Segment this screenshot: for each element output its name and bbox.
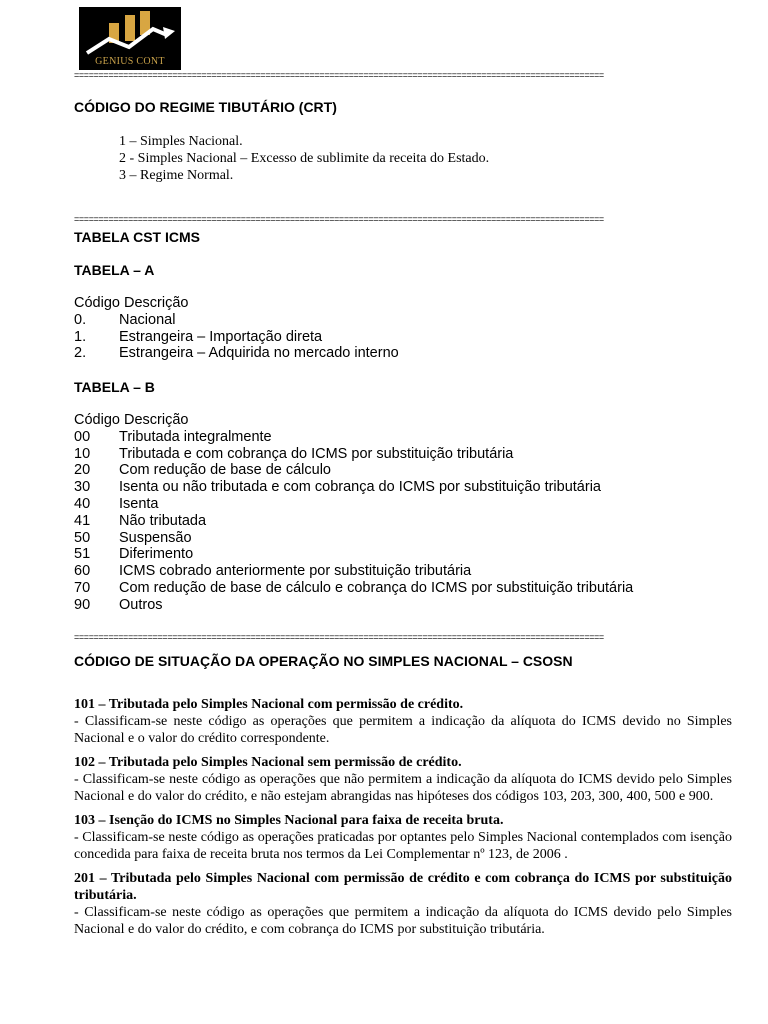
divider-top	[74, 70, 694, 80]
table-row	[74, 312, 399, 329]
row-code: 41	[74, 512, 91, 529]
table-row	[74, 329, 399, 346]
table-row	[74, 597, 633, 614]
divider-cst	[74, 214, 694, 224]
row-desc: Isenta	[119, 495, 159, 512]
crt-list	[119, 133, 489, 184]
csosn-entry-desc: - Classificam-se neste código as operações que permitem a indicação da alíquota do ICMS devido no Simples Nacional e o valor do crédito correspondente.	[74, 714, 732, 746]
crt-item: 2 - Simples Nacional – Excesso de sublimite da receita do Estado.	[119, 151, 490, 166]
crt-item: 1 – Simples Nacional.	[119, 134, 243, 149]
logo-chart-icon	[79, 7, 181, 57]
table-a-header: Código Descrição	[74, 295, 189, 311]
csosn-title: CÓDIGO DE SITUAÇÃO DA OPERAÇÃO NO SIMPLES NACIONAL – CSOSN	[74, 653, 573, 669]
row-code: 50	[74, 529, 91, 546]
table-a	[74, 295, 399, 362]
table-row	[74, 479, 633, 496]
row-code: 60	[74, 563, 91, 580]
csosn-entry-title: 103 – Isenção do ICMS no Simples Nacional para faixa de receita bruta.	[74, 813, 504, 828]
row-code: 2.	[74, 345, 87, 362]
table-row	[74, 496, 633, 513]
company-logo	[79, 7, 181, 70]
table-row	[74, 513, 633, 530]
row-code: 30	[74, 479, 91, 496]
row-desc: Nacional	[119, 311, 176, 328]
table-b-title: TABELA – B	[74, 379, 155, 395]
table-b-header: Código Descrição	[74, 412, 189, 428]
csosn-entry-desc: - Classificam-se neste código as operações que permitem a indicação da alíquota do ICMS devido pelo Simples Nacional e do valor do crédito, e com cobrança do ICMS por substituição tributária.	[74, 905, 732, 937]
row-desc: Tributada e com cobrança do ICMS por substituição tributária	[119, 445, 514, 462]
csosn-entry	[74, 754, 732, 805]
row-desc: Suspensão	[119, 529, 192, 546]
row-code: 0.	[74, 311, 87, 328]
row-desc: Isenta ou não tributada e com cobrança do ICMS por substituição tributária	[119, 479, 601, 496]
csosn-entry-title: 101 – Tributada pelo Simples Nacional com permissão de crédito.	[74, 697, 464, 712]
table-row	[74, 446, 633, 463]
row-desc: Não tributada	[119, 512, 207, 529]
csosn-entry-title: 201 – Tributada pelo Simples Nacional com permissão de crédito e com cobrança do ICMS por substituição tributária.	[74, 871, 732, 903]
row-code: 1.	[74, 328, 87, 345]
row-desc: Com redução de base de cálculo e cobrança do ICMS por substituição tributária	[119, 579, 634, 596]
table-row	[74, 546, 633, 563]
row-code: 00	[74, 428, 91, 445]
row-desc: Diferimento	[119, 546, 194, 563]
row-desc: Estrangeira – Adquirida no mercado interno	[119, 345, 399, 362]
csosn-list	[74, 696, 732, 945]
csosn-entry-desc: - Classificam-se neste código as operações praticadas por optantes pelo Simples Nacional contemplados com isenção concedida para faixa de receita bruta nos termos da Lei Complementar nº 123, de 2006 .	[74, 830, 732, 862]
csosn-entry-title: 102 – Tributada pelo Simples Nacional sem permissão de crédito.	[74, 755, 462, 770]
row-code: 90	[74, 596, 91, 613]
crt-item: 3 – Regime Normal.	[119, 168, 234, 183]
table-row	[74, 530, 633, 547]
csosn-entry	[74, 870, 732, 938]
row-desc: Outros	[119, 596, 163, 613]
row-desc: Com redução de base de cálculo	[119, 462, 331, 479]
row-code: 40	[74, 495, 91, 512]
row-code: 70	[74, 579, 91, 596]
table-row	[74, 580, 633, 597]
table-row	[74, 429, 633, 446]
csosn-entry	[74, 812, 732, 863]
row-desc: ICMS cobrado anteriormente por substituição tributária	[119, 563, 472, 580]
row-code: 20	[74, 462, 91, 479]
crt-title: CÓDIGO DO REGIME TIBUTÁRIO (CRT)	[74, 99, 337, 115]
row-code: 51	[74, 546, 91, 563]
csosn-entry-desc: - Classificam-se neste código as operações que não permitem a indicação da alíquota do ICMS devido pelo Simples Nacional e do valor do crédito, e não estejam abrangidas nas hipóteses dos códigos 103, 203, 300, 400, 500 e 900.	[74, 772, 732, 804]
logo-text: GENIUS CONT	[95, 56, 165, 67]
table-row	[74, 563, 633, 580]
row-desc: Tributada integralmente	[119, 428, 272, 445]
table-row	[74, 345, 399, 362]
table-b	[74, 412, 633, 614]
divider-csosn	[74, 632, 694, 642]
cst-title: TABELA CST ICMS	[74, 229, 200, 245]
table-row	[74, 462, 633, 479]
table-a-title: TABELA – A	[74, 262, 155, 278]
row-code: 10	[74, 445, 91, 462]
csosn-entry	[74, 696, 732, 747]
row-desc: Estrangeira – Importação direta	[119, 328, 323, 345]
